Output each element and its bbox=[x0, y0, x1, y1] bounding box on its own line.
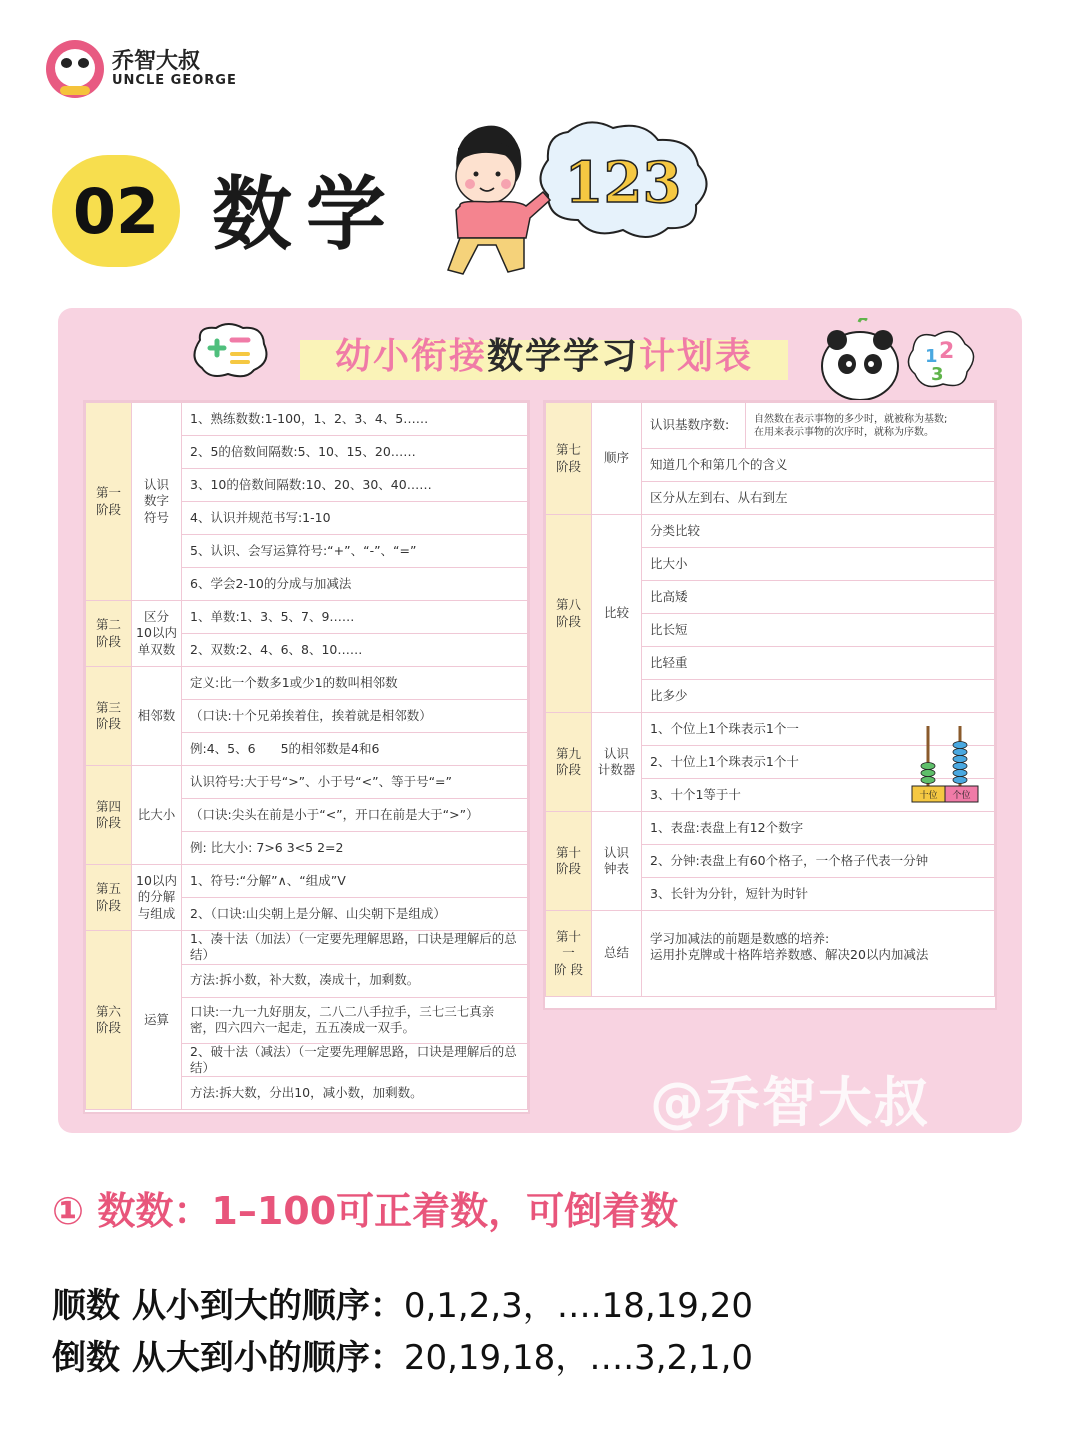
plan-item: 口诀:一九一九好朋友，二八二八手拉手，三七三七真亲密，四六四六一起走，五五凑成一双手。 bbox=[182, 997, 528, 1043]
plan-item: 6、学会2-10的分成与加减法 bbox=[182, 568, 528, 601]
panda-logo-icon bbox=[46, 40, 104, 98]
plan-item: 方法:拆小数，补大数，凑成十，加剩数。 bbox=[182, 964, 528, 997]
stage-cell: 第一 阶段 bbox=[86, 403, 132, 601]
plan-item: 1、表盘:表盘上有12个数字 bbox=[642, 812, 995, 845]
plan-left-sheet bbox=[83, 400, 530, 1114]
topic-cell: 比较 bbox=[592, 515, 642, 713]
topic-cell: 认识 数字 符号 bbox=[132, 403, 182, 601]
plan-item: 2、双数:2、4、6、8、10…… bbox=[182, 634, 528, 667]
plan-item: 1、符号:“分解”∧、“组成”V bbox=[182, 865, 528, 898]
plus-minus-bubble-icon bbox=[188, 322, 270, 380]
plan-item: 例: 比大小: 7>6 3<5 2=2 bbox=[182, 832, 528, 865]
section-number-badge: 02 bbox=[52, 155, 180, 267]
topic-cell: 比大小 bbox=[132, 766, 182, 865]
lesson-heading: ① 数数：1–100可正着数，可倒着数 bbox=[52, 1189, 679, 1233]
plan-item: 认识符号:大于号“>”、小于号“<”、等于号“=” bbox=[182, 766, 528, 799]
plan-item: 3、10的倍数间隔数:10、20、30、40…… bbox=[182, 469, 528, 502]
topic-cell: 运算 bbox=[132, 931, 182, 1110]
stage-cell: 第六 阶段 bbox=[86, 931, 132, 1110]
svg-text:2: 2 bbox=[939, 339, 955, 364]
abacus-ones-label: 个位 bbox=[952, 791, 971, 801]
stage-cell: 第九 阶段 bbox=[546, 713, 592, 812]
svg-text:3: 3 bbox=[931, 364, 944, 385]
stage-cell: 第四 阶段 bbox=[86, 766, 132, 865]
plan-item: 1、单数:1、3、5、7、9…… bbox=[182, 601, 528, 634]
plan-item: 1、个位上1个珠表示1个一 bbox=[642, 713, 995, 746]
lesson-row-forward bbox=[52, 1278, 753, 1327]
plan-item: 5、认识、会写运算符号:“+”、“-”、“=” bbox=[182, 535, 528, 568]
topic-cell: 认识 钟表 bbox=[592, 812, 642, 911]
plan-left-table bbox=[85, 402, 528, 1110]
plan-item: （口诀:十个兄弟挨着住，挨着就是相邻数） bbox=[182, 700, 528, 733]
plan-item: 3、十个1等于十 bbox=[642, 779, 995, 812]
stage-cell: 第三 阶段 bbox=[86, 667, 132, 766]
plan-item: （口诀:尖头在前是小于“<”，开口在前是大于“>”） bbox=[182, 799, 528, 832]
abacus-tens-label: 十位 bbox=[919, 791, 938, 801]
girl-illustration-icon bbox=[418, 110, 718, 280]
plan-item: 4、认识并规范书写:1-10 bbox=[182, 502, 528, 535]
topic-cell: 总结 bbox=[592, 911, 642, 997]
section-title: 数学 bbox=[212, 167, 400, 261]
stage-cell: 第二 阶段 bbox=[86, 601, 132, 667]
lesson-row-value: 20,19,18，….3,2,1,0 bbox=[403, 1338, 754, 1378]
stage-cell: 第十一 阶 段 bbox=[546, 911, 592, 997]
stage-cell: 第七 阶段 bbox=[546, 403, 592, 515]
plan-item: 2、分钟:表盘上有60个格子，一个格子代表一分钟 bbox=[642, 845, 995, 878]
plan-item: 2、破十法（减法）（一定要先理解思路，口诀是理解后的总结） bbox=[182, 1043, 528, 1077]
lesson-row-value: 0,1,2,3，….18,19,20 bbox=[403, 1286, 754, 1326]
topic-cell: 认识 计数器 bbox=[592, 713, 642, 812]
cloud-numbers: 123 bbox=[564, 150, 682, 216]
plan-item: 2、十位上1个珠表示1个十 bbox=[642, 746, 995, 779]
plan-item: 比轻重 bbox=[642, 647, 995, 680]
topic-cell: 相邻数 bbox=[132, 667, 182, 766]
brand-name-en: UNCLE GEORGE bbox=[112, 72, 237, 88]
plan-item: 认识基数序数: bbox=[642, 403, 746, 449]
plan-right-sheet bbox=[543, 400, 997, 1010]
lesson-row-label: 倒数 从大到小的顺序： bbox=[52, 1338, 404, 1378]
plan-item: 比多少 bbox=[642, 680, 995, 713]
panda-cloud-icon bbox=[815, 318, 980, 402]
plan-item: 知道几个和第几个的含义 bbox=[642, 449, 995, 482]
lesson-row-backward bbox=[52, 1330, 753, 1379]
plan-item: 例:4、5、6 5的相邻数是4和6 bbox=[182, 733, 528, 766]
plan-item: 比高矮 bbox=[642, 581, 995, 614]
abacus-icon bbox=[910, 724, 982, 804]
lesson-row-label: 顺数 从小到大的顺序： bbox=[52, 1286, 404, 1326]
plan-item: 3、长针为分针，短针为时针 bbox=[642, 878, 995, 911]
stage-cell: 第八 阶段 bbox=[546, 515, 592, 713]
topic-cell: 10以内 的分解 与组成 bbox=[132, 865, 182, 931]
plan-item: 区分从左到右、从右到左 bbox=[642, 482, 995, 515]
plan-item: 1、熟练数数:1-100，1、2、3、4、5…… bbox=[182, 403, 528, 436]
plan-title: 幼小衔接数学学习计划表 bbox=[334, 336, 754, 377]
plan-item: 学习加减法的前题是数感的培养: 运用扑克牌或十格阵培养数感、解决20以内加减法 bbox=[642, 911, 995, 997]
watermark: @乔智大叔 bbox=[650, 1071, 930, 1134]
plan-item: 定义:比一个数多1或少1的数叫相邻数 bbox=[182, 667, 528, 700]
plan-right-table bbox=[545, 402, 995, 997]
topic-cell: 区分 10以内 单双数 bbox=[132, 601, 182, 667]
brand bbox=[46, 40, 237, 98]
plan-item-note: 自然数在表示事物的多少时，就被称为基数; 在用来表示事物的次序时，就称为序数。 bbox=[746, 403, 995, 449]
plan-item: 方法:拆大数，分出10，减小数，加剩数。 bbox=[182, 1077, 528, 1110]
stage-cell: 第五 阶段 bbox=[86, 865, 132, 931]
stage-cell: 第十 阶段 bbox=[546, 812, 592, 911]
topic-cell: 顺序 bbox=[592, 403, 642, 515]
plan-item: 1、凑十法（加法）（一定要先理解思路，口诀是理解后的总结） bbox=[182, 931, 528, 965]
plan-item: 比大小 bbox=[642, 548, 995, 581]
plan-item: 2、5的倍数间隔数:5、10、15、20…… bbox=[182, 436, 528, 469]
plan-item: 分类比较 bbox=[642, 515, 995, 548]
svg-text:1: 1 bbox=[925, 346, 938, 367]
plan-item: 2、（口诀:山尖朝上是分解、山尖朝下是组成） bbox=[182, 898, 528, 931]
brand-name-cn: 乔智大叔 bbox=[112, 48, 201, 74]
plan-item: 比长短 bbox=[642, 614, 995, 647]
